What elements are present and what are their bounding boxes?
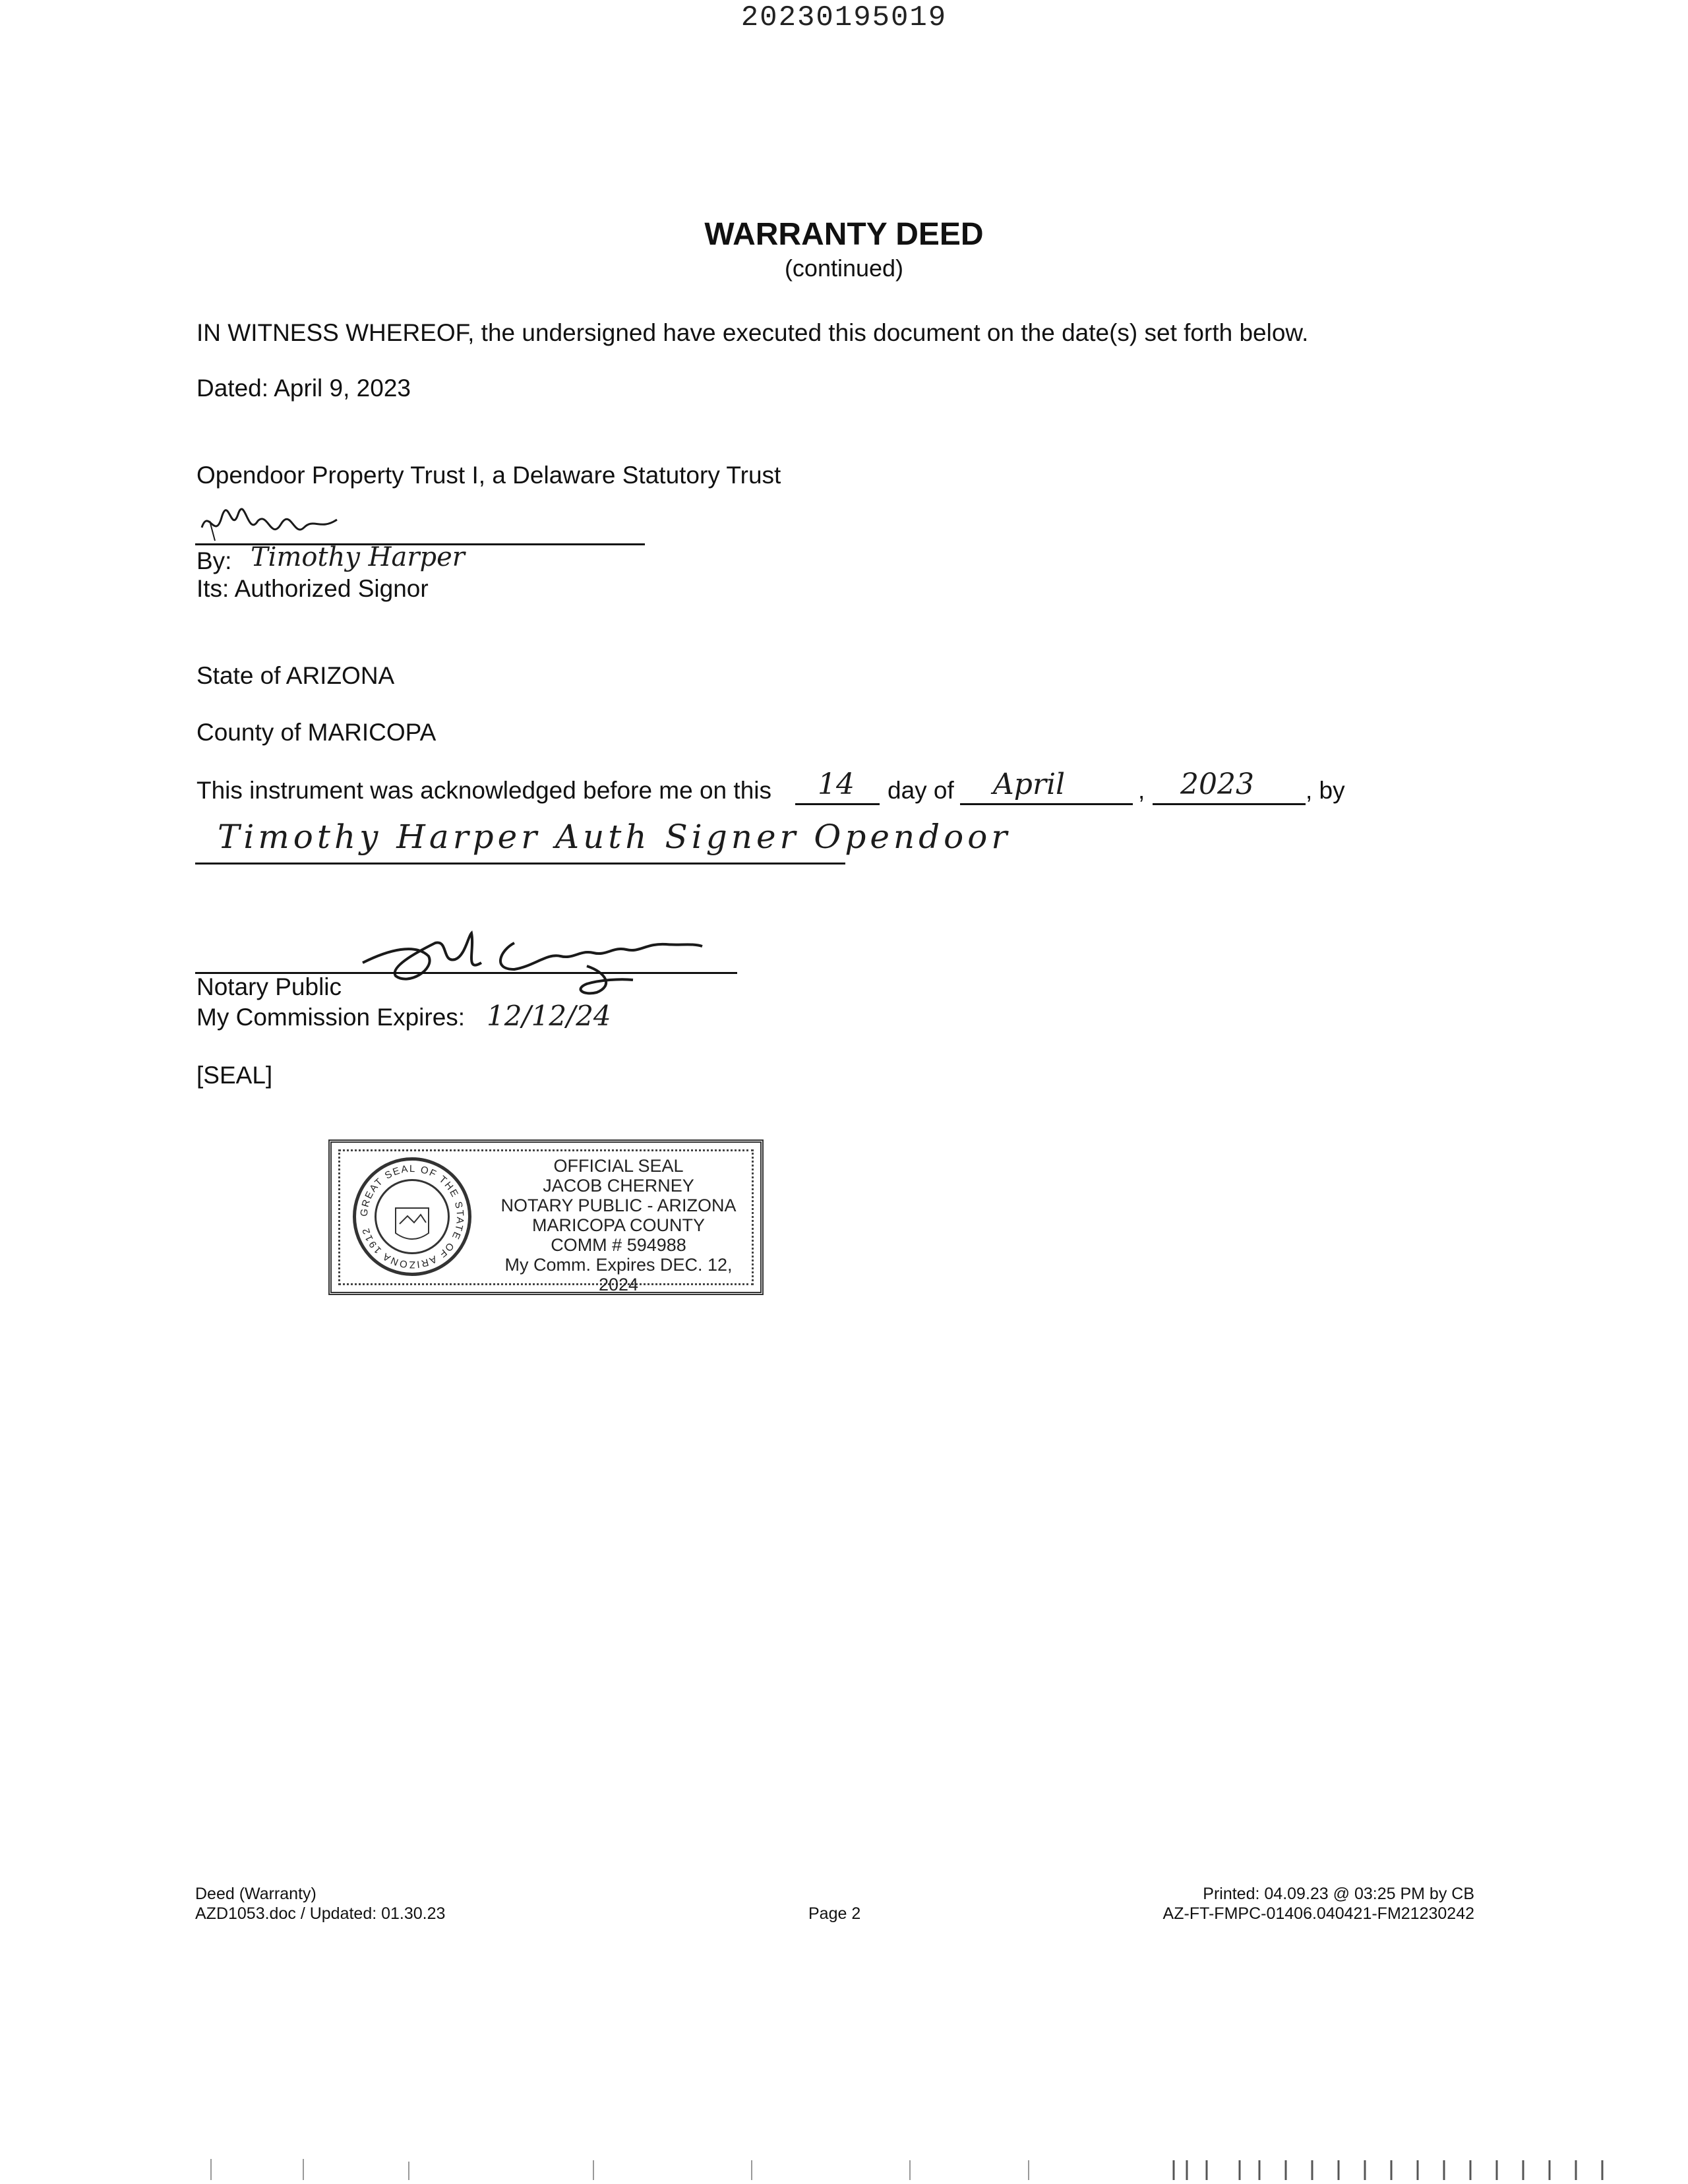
scan-barcode-strip bbox=[0, 2156, 1688, 2183]
seal-line-commission-number: COMM # 594988 bbox=[551, 1235, 686, 1255]
ack-month-handwritten: April bbox=[993, 768, 1066, 801]
ack-by: , by bbox=[1306, 777, 1345, 804]
seal-line-notary-public: NOTARY PUBLIC - ARIZONA bbox=[500, 1196, 737, 1215]
ack-prefix: This instrument was acknowledged before me on this bbox=[196, 777, 771, 804]
notary-stamp bbox=[328, 1139, 764, 1295]
ack-day-of: day of bbox=[888, 777, 954, 804]
document-title: WARRANTY DEED bbox=[704, 217, 984, 252]
dated-line: Dated: April 9, 2023 bbox=[196, 375, 411, 402]
ack-comma: , bbox=[1138, 777, 1145, 804]
footer-doc-file: AZD1053.doc / Updated: 01.30.23 bbox=[195, 1904, 446, 1923]
ack-year-handwritten: 2023 bbox=[1180, 768, 1254, 801]
witness-clause: IN WITNESS WHEREOF, the undersigned have executed this document on the date(s) set forth below. bbox=[196, 319, 1309, 346]
seal-line-commission-expires: My Comm. Expires DEC. 12, 2024 bbox=[504, 1255, 733, 1294]
seal-label: [SEAL] bbox=[196, 1062, 273, 1089]
grantor-name: Opendoor Property Trust I, a Delaware Statutory Trust bbox=[196, 462, 781, 489]
its-label: Its: Authorized Signor bbox=[196, 575, 429, 602]
footer-order-number: AZ-FT-FMPC-01406.040421-FM21230242 bbox=[1162, 1904, 1474, 1923]
ack-month-line bbox=[960, 803, 1133, 805]
commission-label: My Commission Expires: bbox=[196, 1004, 466, 1031]
notary-stamp-text bbox=[483, 1156, 754, 1294]
ack-year-line bbox=[1153, 803, 1306, 805]
footer-doc-type: Deed (Warranty) bbox=[195, 1885, 316, 1903]
arizona-state-seal-emblem bbox=[353, 1157, 471, 1276]
county-line: County of MARICOPA bbox=[196, 719, 437, 746]
ack-name-handwritten: Timothy Harper Auth Signer Opendoor bbox=[218, 818, 1011, 856]
seal-emblem-text: GREAT SEAL OF THE STATE OF ARIZONA 1912 bbox=[358, 1163, 466, 1271]
ack-day-handwritten: 14 bbox=[818, 768, 855, 801]
document-subtitle: (continued) bbox=[784, 255, 904, 282]
by-label: By: bbox=[196, 547, 232, 574]
by-handwritten-name: Timothy Harper bbox=[251, 542, 465, 572]
ack-name-line bbox=[195, 863, 845, 864]
notary-public-label: Notary Public bbox=[196, 973, 342, 1000]
ack-day-line bbox=[795, 803, 880, 805]
state-line: State of ARIZONA bbox=[196, 662, 395, 689]
notary-signature bbox=[349, 923, 719, 1002]
footer-page-number: Page 2 bbox=[808, 1904, 861, 1923]
seal-line-official: OFFICIAL SEAL bbox=[553, 1156, 684, 1176]
commission-handwritten: 12/12/24 bbox=[487, 1000, 611, 1032]
recording-number: 20230195019 bbox=[740, 1, 948, 34]
seal-line-county: MARICOPA COUNTY bbox=[531, 1215, 706, 1235]
arizona-state-seal-text bbox=[356, 1161, 468, 1273]
footer-printed: Printed: 04.09.23 @ 03:25 PM by CB bbox=[1203, 1885, 1474, 1903]
seal-line-notary-name: JACOB CHERNEY bbox=[543, 1176, 694, 1196]
svg-text:GREAT SEAL OF THE STATE OF ARI bbox=[359, 1163, 466, 1270]
